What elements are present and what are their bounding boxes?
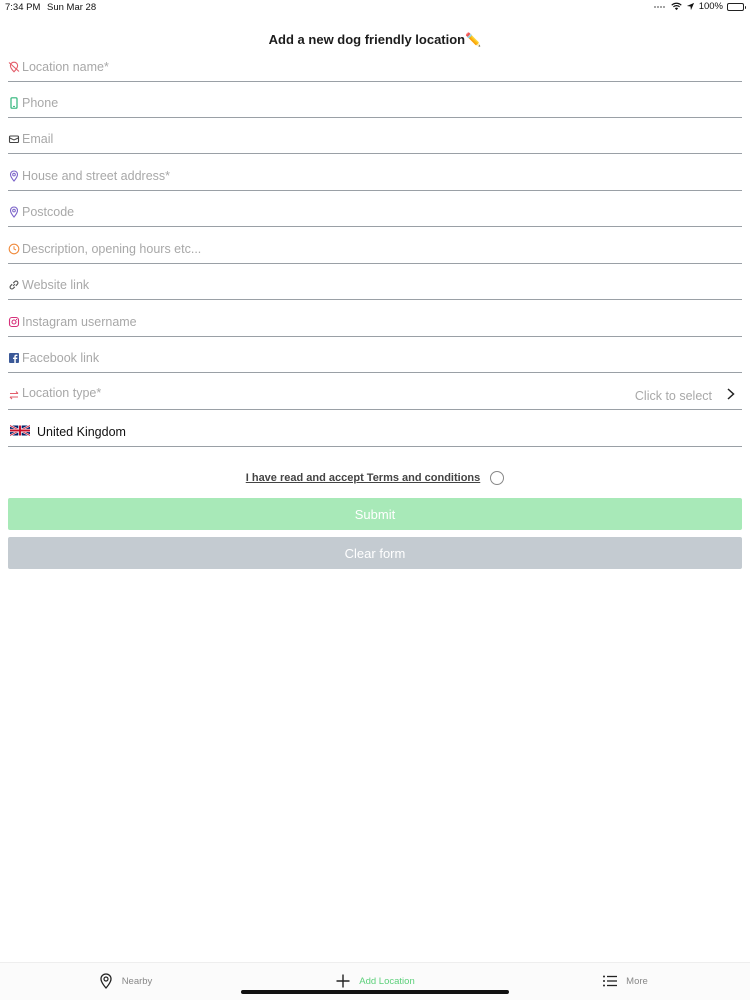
tab-more-label: More bbox=[626, 975, 648, 987]
email-field[interactable] bbox=[8, 128, 742, 154]
country-field[interactable] bbox=[8, 421, 742, 447]
location-pin-slash-icon bbox=[8, 61, 20, 73]
terms-accept-radio[interactable] bbox=[490, 471, 504, 485]
country-name: United Kingdom bbox=[37, 425, 126, 439]
clear-form-button[interactable]: Clear form bbox=[8, 537, 742, 569]
status-right bbox=[654, 1, 744, 12]
postcode-input[interactable] bbox=[22, 203, 622, 221]
phone-icon bbox=[8, 97, 20, 109]
swap-arrows-icon bbox=[8, 389, 20, 401]
website-field[interactable] bbox=[8, 274, 742, 300]
terms-row bbox=[0, 470, 750, 486]
map-pin-icon bbox=[8, 206, 20, 218]
location-name-input[interactable] bbox=[22, 58, 622, 76]
cellular-signal-icon bbox=[654, 6, 665, 8]
address-input[interactable] bbox=[22, 167, 622, 185]
link-icon bbox=[8, 279, 20, 291]
submit-button[interactable]: Submit bbox=[8, 498, 742, 530]
home-indicator bbox=[241, 990, 509, 994]
status-time: 7:34 PM bbox=[5, 2, 41, 13]
map-pin-icon bbox=[98, 973, 114, 989]
location-name-field[interactable] bbox=[8, 56, 742, 82]
status-bar bbox=[0, 0, 750, 14]
location-type-field[interactable] bbox=[8, 384, 742, 410]
facebook-icon bbox=[8, 352, 20, 364]
pencil-icon: ✏️ bbox=[465, 32, 482, 47]
email-input[interactable] bbox=[22, 130, 622, 148]
chevron-right-icon[interactable] bbox=[725, 387, 737, 401]
status-date: Sun Mar 28 bbox=[47, 2, 97, 13]
facebook-input[interactable] bbox=[22, 349, 622, 367]
page-title bbox=[0, 32, 750, 48]
description-input[interactable] bbox=[22, 240, 622, 258]
description-field[interactable] bbox=[8, 238, 742, 264]
tab-add-location-label: Add Location bbox=[359, 975, 415, 987]
instagram-field[interactable] bbox=[8, 311, 742, 337]
battery-percent: 100% bbox=[698, 1, 723, 12]
email-icon bbox=[8, 133, 20, 145]
website-input[interactable] bbox=[22, 276, 622, 294]
map-pin-icon bbox=[8, 170, 20, 182]
clock-icon bbox=[8, 243, 20, 255]
instagram-icon bbox=[8, 316, 20, 328]
tab-nearby-label: Nearby bbox=[121, 975, 153, 987]
tab-more[interactable] bbox=[500, 963, 750, 999]
plus-icon bbox=[335, 973, 351, 989]
location-type-label: Location type* bbox=[22, 386, 102, 400]
uk-flag-icon bbox=[10, 424, 30, 437]
phone-field[interactable] bbox=[8, 92, 742, 118]
battery-icon bbox=[727, 3, 744, 11]
list-icon bbox=[602, 973, 618, 989]
page-title-text: Add a new dog friendly location bbox=[268, 32, 466, 47]
phone-input[interactable] bbox=[22, 94, 622, 112]
instagram-input[interactable] bbox=[22, 313, 622, 331]
facebook-field[interactable] bbox=[8, 347, 742, 373]
tab-bar bbox=[0, 962, 750, 1000]
location-arrow-icon bbox=[686, 2, 695, 11]
location-type-select-hint[interactable]: Click to select bbox=[634, 389, 712, 403]
address-field[interactable] bbox=[8, 165, 742, 191]
postcode-field[interactable] bbox=[8, 201, 742, 227]
tab-nearby[interactable] bbox=[0, 963, 250, 999]
terms-and-conditions-link[interactable]: I have read and accept Terms and conditions bbox=[245, 472, 481, 484]
wifi-icon bbox=[671, 2, 682, 11]
